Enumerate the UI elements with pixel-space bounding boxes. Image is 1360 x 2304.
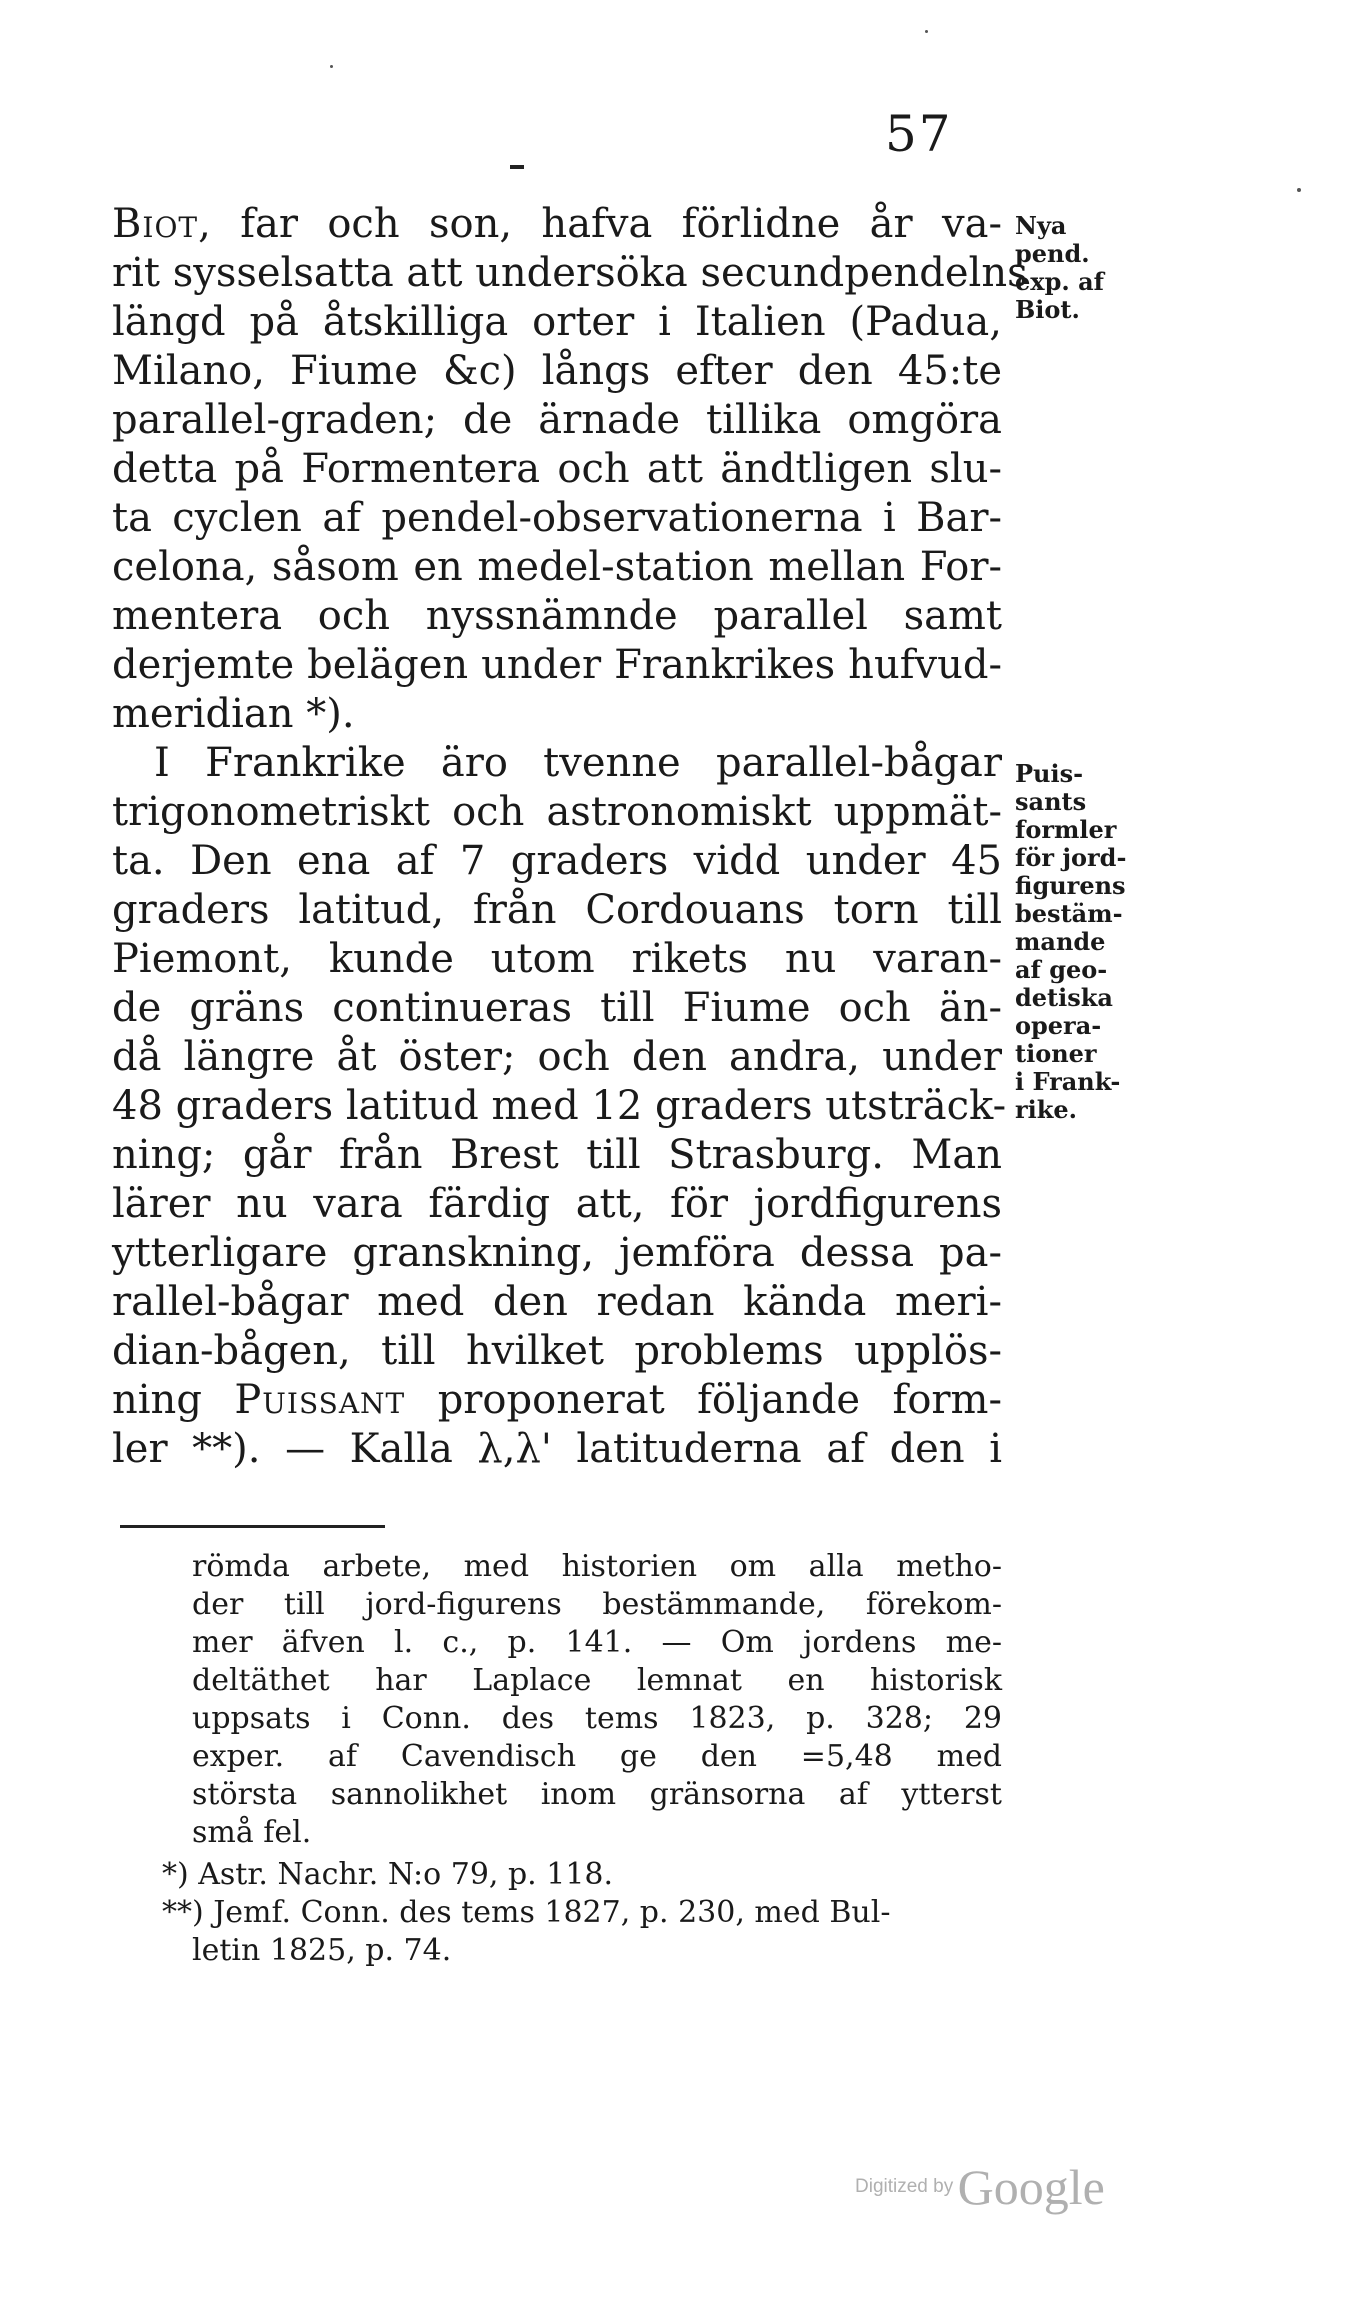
text-line: detta på Formentera och att ändtligen slu- [112, 446, 1002, 492]
text-line: rit sysselsatta att undersöka secundpendelns [112, 250, 1028, 296]
margin-note-line: i Frank- [1015, 1067, 1121, 1096]
author-name: Biot [112, 201, 199, 247]
margin-note-line: af geo- [1015, 955, 1108, 984]
text-line: ler **). — Kalla λ,λ' latituderna af den i [112, 1426, 1002, 1472]
text-line: ta cyclen af pendel-observationerna i Bar- [112, 495, 1002, 541]
footnote-line: uppsats i Conn. des tems 1823, p. 328; 29 [192, 1701, 1002, 1736]
margin-note-line: tioner [1015, 1039, 1097, 1068]
margin-note-line: opera- [1015, 1011, 1102, 1040]
margin-note-line: för jord- [1015, 843, 1127, 872]
margin-note-puissant [1015, 760, 1125, 1124]
margin-note-line: detiska [1015, 983, 1113, 1012]
text-line: de gräns continueras till Fiume och än- [112, 985, 1002, 1031]
text-line: rallel-bågar med den redan kända meri- [112, 1279, 1002, 1325]
text-line: ta. Den ena af 7 graders vidd under 45 [112, 838, 1002, 884]
margin-note-line: formler [1015, 815, 1117, 844]
text-line: derjemte belägen under Frankrikes hufvud- [112, 642, 1002, 688]
text-line: Piemont, kunde utom rikets nu varan- [112, 936, 1002, 982]
footnote-line: römda arbete, med historien om alla metho- [192, 1549, 1002, 1584]
text-line: mentera och nyssnämnde parallel samt [112, 593, 1002, 639]
text-line: då längre åt öster; och den andra, under [112, 1034, 1002, 1080]
text-line: trigonometriskt och astronomiskt uppmät- [112, 789, 1002, 835]
speck [330, 65, 333, 68]
author-name: Puissant [234, 1377, 406, 1423]
footnote-line: största sannolikhet inom gränsorna af ytterst [192, 1777, 1002, 1812]
text-line: graders latitud, från Cordouans torn till [112, 887, 1002, 933]
margin-note-line: exp. af [1015, 267, 1104, 296]
margin-note-line: Biot. [1015, 295, 1080, 324]
text-line: Milano, Fiume &c) långs efter den 45:te [112, 348, 1002, 394]
margin-note-line: pend. [1015, 239, 1090, 268]
margin-note-line: bestäm- [1015, 899, 1123, 928]
margin-note-line: figurens [1015, 871, 1126, 900]
margin-note-line: sants [1015, 787, 1087, 816]
footnote-line: der till jord-figurens bestämmande, förekom- [192, 1587, 1002, 1622]
main-text [112, 200, 1028, 1474]
text-line: ning; går från Brest till Strasburg. Man [112, 1132, 1002, 1178]
watermark-label: Digitized by [855, 2176, 954, 2197]
text-line: ytterligare granskning, jemföra dessa pa- [112, 1230, 1002, 1276]
margin-note-line: Puis- [1015, 759, 1084, 788]
text-line: meridian *). [112, 691, 355, 737]
margin-note-line: Nya [1015, 211, 1067, 240]
footnote-line: deltäthet har Laplace lemnat en historisk [192, 1663, 1002, 1698]
text-line [112, 200, 1002, 249]
text-line: lärer nu vara färdig att, för jordfigurens [112, 1181, 1002, 1227]
footnote-star: *) Astr. Nachr. N:o 79, p. 118. [162, 1857, 614, 1892]
footnote-line: mer äfven l. c., p. 141. — Om jordens me- [192, 1625, 1002, 1660]
speck [925, 30, 928, 33]
footnote-line: små fel. [192, 1815, 312, 1850]
footnote-divider [120, 1525, 385, 1528]
margin-note-line: mande [1015, 927, 1106, 956]
text-fragment: proponerat följande form- [405, 1377, 1002, 1423]
paragraph-2 [112, 739, 1007, 1474]
footnote-double-star-cont: letin 1825, p. 74. [192, 1933, 452, 1968]
footnotes [162, 1548, 1002, 1970]
margin-note-line: rike. [1015, 1095, 1078, 1124]
text-line: dian-bågen, till hvilket problems upplös- [112, 1328, 1002, 1374]
text-fragment: ning [112, 1377, 235, 1423]
speck [1297, 188, 1301, 192]
text-line: 48 graders latitud med 12 graders utsträck- [112, 1083, 1007, 1129]
footnote-double-star: **) Jemf. Conn. des tems 1827, p. 230, med Bul- [162, 1895, 891, 1930]
text-line: parallel-graden; de ärnade tillika omgöra [112, 397, 1002, 443]
google-logo: Google [957, 2159, 1105, 2215]
page-number: 57 [885, 105, 953, 163]
text-line: celona, såsom en medel-station mellan For- [112, 544, 1002, 590]
digitized-watermark [855, 2158, 1105, 2216]
paragraph-1 [112, 200, 1028, 739]
text-line [112, 1376, 1002, 1425]
margin-note-biot [1015, 212, 1125, 324]
text-line: längd på åtskilliga orter i Italien (Padua, [112, 299, 1002, 345]
print-mark [510, 165, 524, 169]
text-fragment: , far och son, hafva förlidne år va- [198, 201, 1002, 247]
text-line: I Frankrike äro tvenne parallel-bågar [154, 740, 1002, 786]
footnote-line: exper. af Cavendisch ge den =5,48 med [192, 1739, 1002, 1774]
